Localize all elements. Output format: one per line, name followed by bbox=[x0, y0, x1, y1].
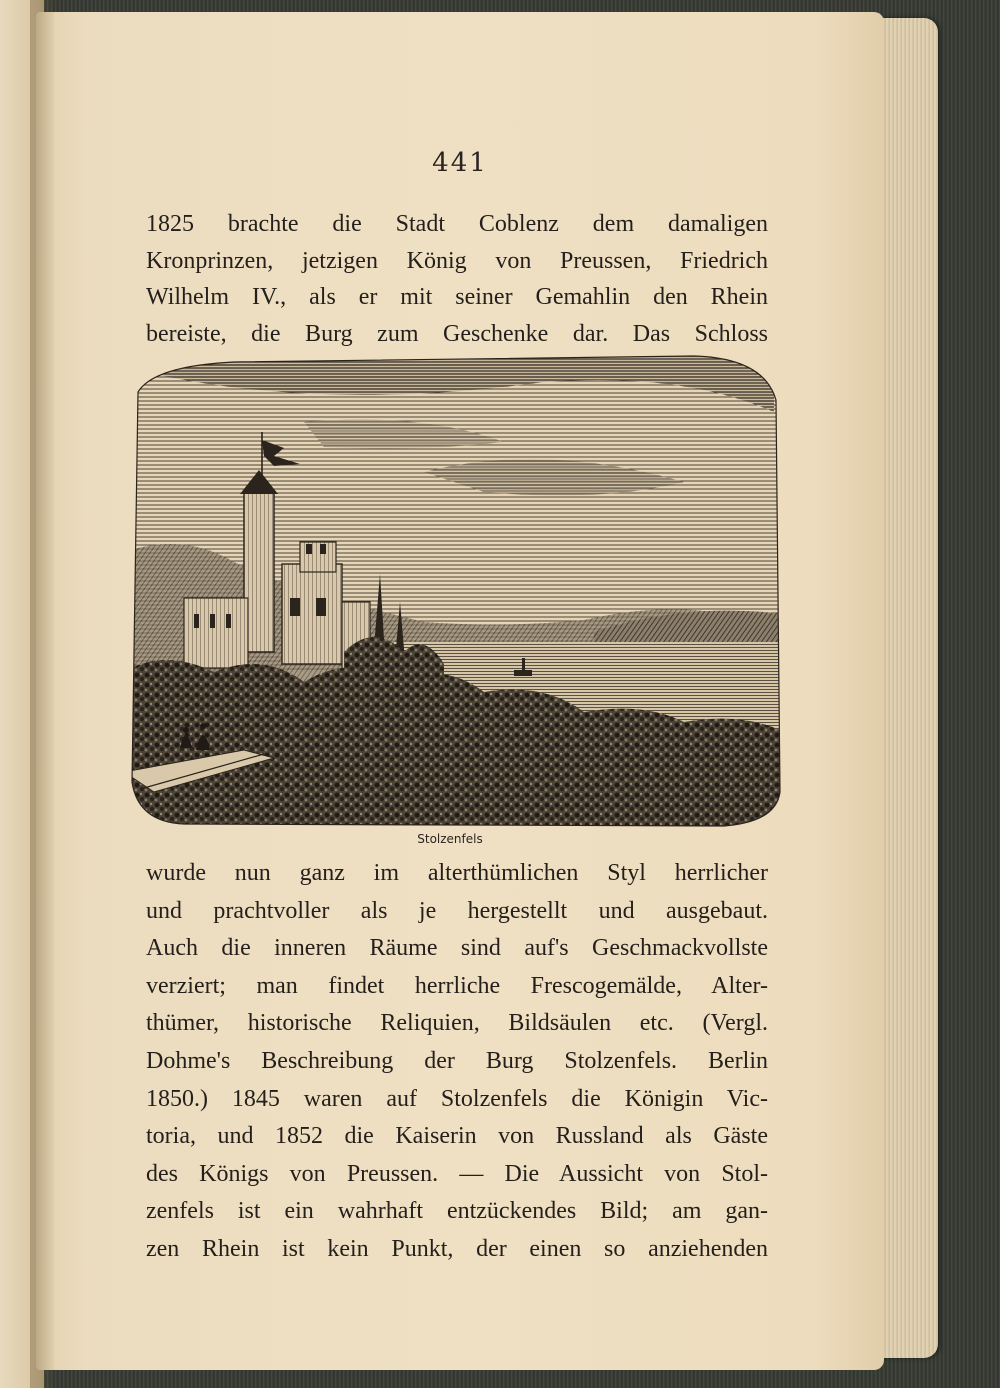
text-line: 1825 brachte die Stadt Coblenz dem damaligen bbox=[146, 211, 768, 237]
stolzenfels-engraving bbox=[124, 352, 784, 830]
text-line: toria, und 1852 die Kaiserin von Russland als Gäste bbox=[146, 1123, 768, 1150]
top-paragraph bbox=[146, 206, 768, 352]
text-line: thümer, historische Reliquien, Bildsäulen etc. (Vergl. bbox=[146, 1010, 768, 1037]
text-line: und prachtvoller als je hergestellt und ausgebaut. bbox=[146, 897, 768, 924]
text-line: Kronprinzen, jetzigen König von Preussen, Friedrich bbox=[146, 247, 768, 274]
text-line: zen Rhein ist kein Punkt, der einen so anziehenden bbox=[146, 1235, 768, 1262]
text-line: zenfels ist ein wahrhaft entzückendes Bild; am gan- bbox=[146, 1198, 768, 1225]
illustration-caption: Stolzenfels bbox=[417, 832, 483, 846]
bottom-paragraph bbox=[146, 855, 768, 1269]
text-line: Auch die inneren Räume sind auf's Geschmackvollste bbox=[146, 935, 768, 962]
text-line: 1850.) 1845 waren auf Stolzenfels die Königin Vic- bbox=[146, 1085, 768, 1112]
page-edges bbox=[876, 18, 938, 1358]
page-number: 441 bbox=[432, 148, 488, 178]
text-line: bereiste, die Burg zum Geschenke dar. Das Schloss bbox=[146, 320, 768, 347]
text-line: des Königs von Preussen. — Die Aussicht von Stol- bbox=[146, 1160, 768, 1187]
text-line: Wilhelm IV., als er mit seiner Gemahlin den Rhein bbox=[146, 284, 768, 310]
text-line: Dohme's Beschreibung der Burg Stolzenfels. Berlin bbox=[146, 1047, 768, 1074]
text-line: wurde nun ganz im alterthümlichen Styl herrlicher bbox=[146, 860, 768, 886]
text-line: verziert; man findet herrliche Frescogemälde, Alter- bbox=[146, 972, 768, 999]
book-gutter bbox=[30, 0, 54, 1388]
